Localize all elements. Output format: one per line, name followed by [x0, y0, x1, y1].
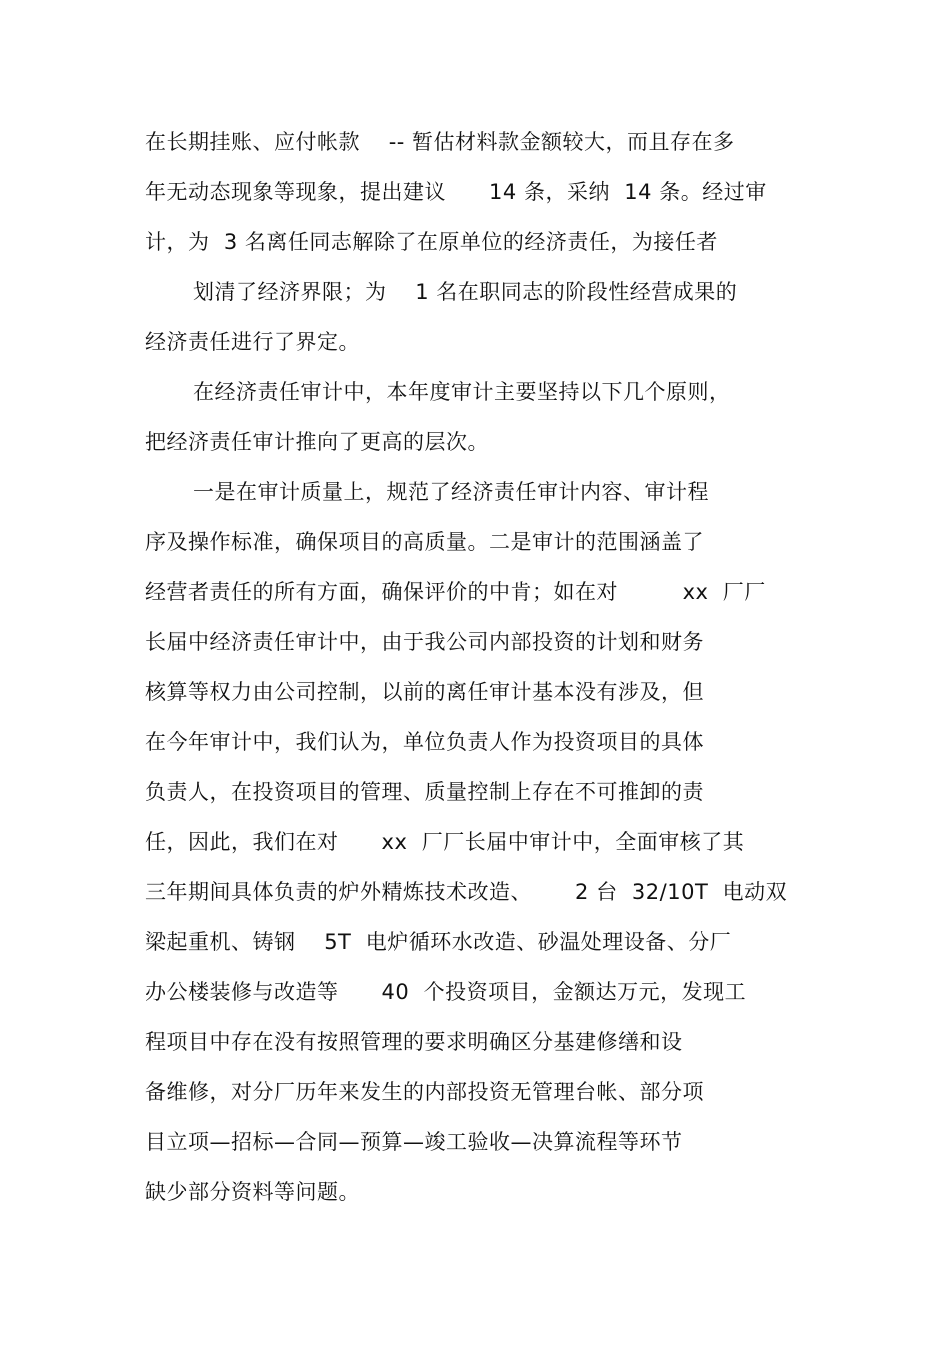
text-line-19: 程项目中存在没有按照管理的要求明确区分基建修缮和设 [145, 1030, 683, 1054]
text-line-4: 划清了经济界限；为 1 名在职同志的阶段性经营成果的 [193, 280, 738, 304]
text-line-22: 缺少部分资料等问题。 [145, 1180, 360, 1204]
text-line-3: 计，为 3 名离任同志解除了在原单位的经济责任，为接任者 [145, 230, 718, 254]
text-line-1: 在长期挂账、应付帐款 -- 暂估材料款金额较大，而且存在多 [145, 130, 735, 154]
text-line-2: 年无动态现象等现象，提出建议 14 条，采纳 14 条。经过审 [145, 180, 767, 204]
text-line-7: 把经济责任审计推向了更高的层次。 [145, 430, 489, 454]
text-line-10: 经营者责任的所有方面，确保评价的中肯；如在对 xx 厂厂 [145, 580, 766, 604]
text-line-13: 在今年审计中，我们认为，单位负责人作为投资项目的具体 [145, 730, 704, 754]
text-line-20: 备维修，对分厂历年来发生的内部投资无管理台帐、部分项 [145, 1080, 704, 1104]
text-line-9: 序及操作标准，确保项目的高质量。二是审计的范围涵盖了 [145, 530, 704, 554]
text-line-14: 负责人，在投资项目的管理、质量控制上存在不可推卸的责 [145, 780, 704, 804]
text-line-16: 三年期间具体负责的炉外精炼技术改造、 2 台 32/10T 电动双 [145, 880, 788, 904]
text-line-12: 核算等权力由公司控制，以前的离任审计基本没有涉及，但 [145, 680, 704, 704]
text-line-18: 办公楼装修与改造等 40 个投资项目，金额达万元，发现工 [145, 980, 747, 1004]
text-line-17: 梁起重机、铸钢 5T 电炉循环水改造、砂温处理设备、分厂 [145, 930, 732, 954]
text-line-11: 长届中经济责任审计中，由于我公司内部投资的计划和财务 [145, 630, 704, 654]
text-line-21: 目立项—招标—合同—预算—竣工验收—决算流程等环节 [145, 1130, 683, 1154]
text-line-6: 在经济责任审计中，本年度审计主要坚持以下几个原则， [193, 380, 731, 404]
text-line-5: 经济责任进行了界定。 [145, 330, 360, 354]
text-line-8: 一是在审计质量上，规范了经济责任审计内容、审计程 [193, 480, 709, 504]
text-line-15: 任，因此，我们在对 xx 厂厂长届中审计中，全面审核了其 [145, 830, 745, 854]
